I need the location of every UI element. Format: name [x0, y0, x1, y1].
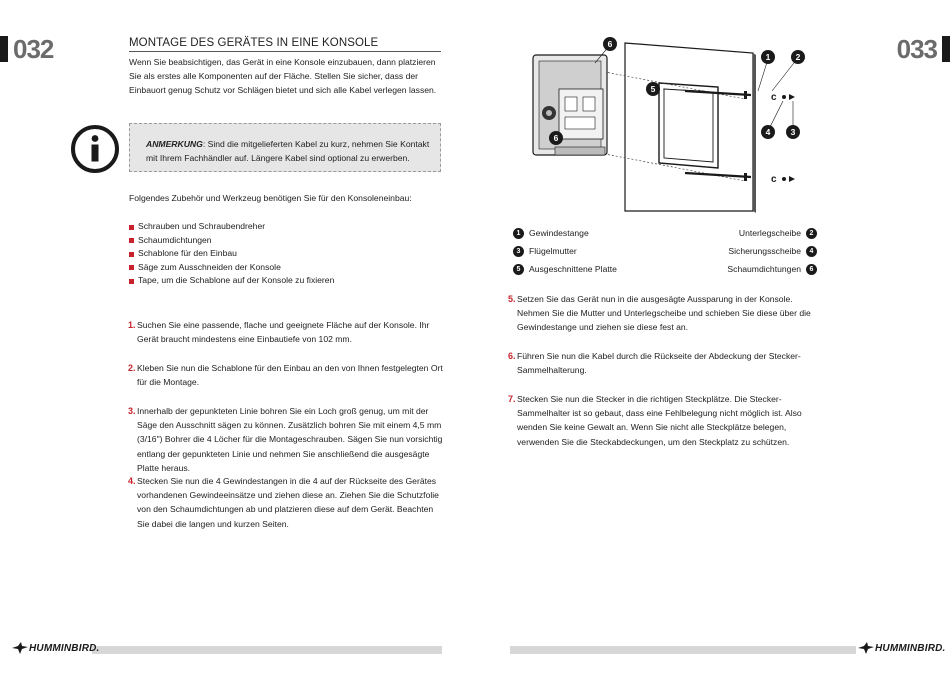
device-base	[555, 147, 605, 155]
step-number: 5.	[508, 294, 516, 304]
svg-text:c: c	[771, 174, 777, 185]
wing-nut	[789, 176, 795, 182]
brand-logo-left	[12, 639, 100, 659]
legend-label: Gewindestange	[529, 228, 589, 238]
step-text: Innerhalb der gepunkteten Linie bohren Sie ein Loch groß genug, um mit der Säge den Ausschnitt sägen zu können. Zusätzlich bohren Sie mit einem 4,5 mm (3/16") Bohrer die 4 Löcher für die Montageschrauben. Sägen Sie nun vorsichtig entlang der gepunkteten Linie und nehmen Sie anschließend die ausgesägte Platte heraus.	[137, 406, 443, 473]
connector-plate	[559, 89, 603, 139]
connector-slot	[565, 97, 577, 111]
step-number: 6.	[508, 351, 516, 361]
step-text: Stecken Sie nun die 4 Gewindestangen in die 4 auf der Rückseite des Gerätes vorhandenen Gewindeeinsätze und ziehen diese an. Ziehen Sie die Schutzfolie von den Schaumdichtungen ab und platzieren diese auf dem Gerät. Beachten Sie dabei die langen und kurzen Seiten.	[137, 476, 439, 529]
callout-1	[761, 50, 775, 64]
parts-legend	[513, 227, 817, 281]
hummingbird-logo-icon	[12, 642, 28, 654]
svg-text:2: 2	[795, 52, 801, 62]
step-7	[508, 392, 823, 449]
step-2	[128, 361, 443, 389]
callout-4	[761, 125, 775, 139]
legend-item	[513, 227, 589, 239]
legend-item	[727, 263, 817, 275]
page-tab-right	[942, 36, 950, 62]
brand-name: HUMMINBIRD.	[29, 643, 100, 654]
page-number-left: 032	[13, 34, 54, 64]
legend-label: Ausgeschnittene Platte	[529, 264, 617, 274]
list-item: Säge zum Ausschneiden der Konsole	[129, 261, 334, 275]
list-item: Schaumdichtungen	[129, 234, 334, 248]
hummingbird-logo-icon	[858, 642, 874, 654]
lock-washer	[782, 177, 786, 181]
page-tab-left	[0, 36, 8, 62]
svg-text:c: c	[771, 92, 777, 103]
legend-label: Flügelmutter	[529, 246, 577, 256]
brand-logo-right	[858, 639, 946, 659]
legend-row	[513, 263, 817, 281]
connector-slot	[583, 97, 595, 111]
footer-bar-right	[510, 646, 856, 654]
step-4	[128, 474, 443, 531]
step-number: 4.	[128, 476, 136, 486]
legend-label: Unterlegscheibe	[738, 228, 801, 238]
washer	[744, 91, 747, 99]
legend-number: 6	[806, 264, 817, 275]
step-1	[128, 318, 443, 346]
list-item: Tape, um die Schablone auf der Konsole zu fixieren	[129, 274, 334, 288]
console-panel	[625, 43, 753, 211]
note-text	[146, 137, 436, 165]
lock-washer	[782, 95, 786, 99]
svg-text:6: 6	[553, 133, 559, 143]
step-3	[128, 404, 443, 475]
step-number: 1.	[128, 320, 136, 330]
note-body: : Sind die mitgelieferten Kabel zu kurz, nehmen Sie Kontakt mit Ihrem Fachhändler auf. Längere Kabel sind optional zu erwerben.	[146, 139, 430, 164]
svg-text:3: 3	[790, 127, 796, 137]
legend-item	[739, 227, 817, 239]
title-underline	[129, 51, 441, 52]
callout-5	[646, 82, 660, 96]
svg-text:1: 1	[765, 52, 771, 62]
section-title: MONTAGE DES GERÄTES IN EINE KONSOLE	[129, 37, 379, 49]
intro-paragraph: Wenn Sie beabsichtigen, das Gerät in eine Konsole einzubauen, dann platzieren Sie als erstes alle Komponenten auf der Fläche. Stellen Sie sicher, dass der Einbauort genug Schutz vor Schlägen bietet und sich alle Kabel verlegen lassen.	[129, 57, 437, 96]
step-text: Stecken Sie nun die Stecker in die richtigen Steckplätze. Die Stecker-Sammelhalter ist so gebaut, dass eine Fehlbelegung nicht möglich ist. Also wenden Sie keine Gewalt an. Wenn Sie nicht alle Steckplätze belegen, verwenden Sie die Steckabdeckungen, um den Steckplatz zu schützen.	[517, 394, 802, 447]
footer-bar-left	[92, 646, 442, 654]
washer	[744, 173, 747, 181]
svg-text:5: 5	[650, 84, 656, 94]
console-mounting-diagram	[525, 35, 820, 215]
step-number: 3.	[128, 406, 136, 416]
tools-list	[129, 220, 334, 288]
legend-row	[513, 227, 817, 245]
step-6	[508, 349, 823, 377]
legend-label: Schaumdichtungen	[727, 264, 801, 274]
callout-6-bottom	[549, 131, 563, 145]
wing-nut	[789, 94, 795, 100]
legend-number: 4	[806, 246, 817, 257]
svg-text:4: 4	[765, 127, 771, 137]
callout-6-top	[603, 37, 617, 51]
connector-port-center	[546, 110, 552, 116]
legend-number: 2	[806, 228, 817, 239]
step-number: 2.	[128, 363, 136, 373]
step-text: Kleben Sie nun die Schablone für den Einbau an den von Ihnen festgelegten Ort für die Montage.	[137, 363, 443, 388]
step-text: Führen Sie nun die Kabel durch die Rückseite der Abdeckung der Stecker-Sammelhalterung.	[517, 351, 801, 376]
legend-label: Sicherungsscheibe	[728, 246, 801, 256]
step-5	[508, 292, 823, 335]
note-label: ANMERKUNG	[146, 139, 203, 149]
callout-2	[791, 50, 805, 64]
page-number-right: 033	[896, 34, 937, 64]
legend-number: 1	[513, 228, 524, 239]
legend-number: 5	[513, 264, 524, 275]
callout-3	[786, 125, 800, 139]
legend-item	[513, 245, 577, 257]
legend-item	[513, 263, 617, 275]
brand-name: HUMMINBIRD.	[875, 643, 946, 654]
console-edge	[753, 53, 756, 213]
step-number: 7.	[508, 394, 516, 404]
list-item: Schablone für den Einbau	[129, 247, 334, 261]
info-icon	[70, 124, 120, 174]
list-item: Schrauben und Schraubendreher	[129, 220, 334, 234]
step-text: Suchen Sie eine passende, flache und geeignete Fläche auf der Konsole. Ihr Gerät braucht mindestens eine Einbautiefe von 102 mm.	[137, 320, 430, 345]
step-text: Setzen Sie das Gerät nun in die ausgesägte Aussparung in der Konsole. Nehmen Sie die Mutter und Unterlegscheibe und schieben Sie diese über die Gewindestange und ziehen sie diese fest an.	[517, 294, 811, 333]
legend-row	[513, 245, 817, 263]
tools-intro: Folgendes Zubehör und Werkzeug benötigen Sie für den Konsoleneinbau:	[129, 193, 412, 203]
svg-text:6: 6	[607, 39, 613, 49]
connector-slot	[565, 117, 595, 129]
legend-number: 3	[513, 246, 524, 257]
legend-item	[728, 245, 817, 257]
